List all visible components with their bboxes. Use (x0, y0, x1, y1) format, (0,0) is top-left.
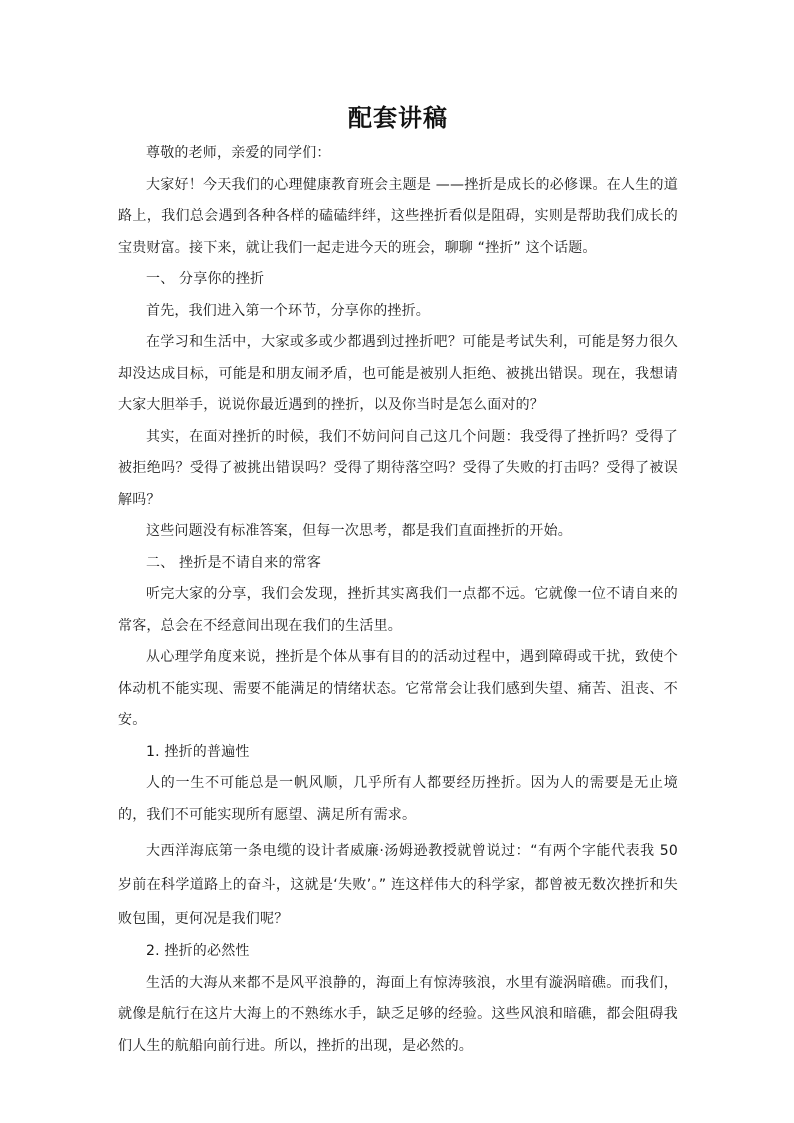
document-body (118, 138, 678, 1062)
paragraph-share-intro: 首先，我们进入第一个环节，分享你的挫折。 (146, 302, 430, 319)
paragraph-share-question: 在学习和生活中，大家或多或少都遇到过挫折吧？可能是考试失利，可能是努力很久却没达成目标，可能是和朋友闹矛盾，也可能是被别人拒绝、被挑出错误。现在，我想请大家大胆举手，说说你最近遇到的挫折，以及你当时是怎么面对的？ (118, 334, 678, 413)
subheading-universality: 1. 挫折的普遍性 (146, 743, 250, 760)
section-heading-2: 二、 挫折是不请自来的常客 (146, 554, 322, 571)
paragraph-uninvited-guest: 听完大家的分享，我们会发现，挫折其实离我们一点都不远。它就像一位不请自来的常客，总会在不经意间出现在我们的生活里。 (118, 586, 678, 634)
document-title: 配套讲稿 (348, 103, 448, 132)
paragraph-inevitability: 生活的大海从来都不是风平浪静的，海面上有惊涛骇浪，水里有漩涡暗礁。而我们，就像是航行在这片大海上的不熟练水手，缺乏足够的经验。这些风浪和暗礁，都会阻碍我们人生的航船向前行进。所以，挫折的出现，是必然的。 (118, 974, 678, 1054)
paragraph-universality: 人的一生不可能总是一帆风顺，几乎所有人都要经历挫折。因为人的需要是无止境的，我们不可能实现所有愿望、满足所有需求。 (118, 775, 678, 823)
section-heading-1: 一、 分享你的挫折 (146, 271, 265, 287)
paragraph-self-questions: 其实，在面对挫折的时候，我们不妨问问自己这几个问题：我受得了挫折吗？受得了被拒绝吗？受得了被挑出错误吗？受得了期待落空吗？受得了失败的打击吗？受得了被误解吗？ (118, 428, 678, 508)
greeting-paragraph: 尊敬的老师，亲爱的同学们： (146, 145, 331, 161)
paragraph-psychology-definition: 从心理学角度来说，挫折是个体从事有目的的活动过程中，遇到障碍或干扰，致使个体动机不能实现、需要不能满足的情绪状态。它常常会让我们感到失望、痛苦、沮丧、不安。 (118, 649, 678, 728)
subheading-inevitability: 2. 挫折的必然性 (146, 943, 250, 959)
intro-paragraph: 大家好！今天我们的心理健康教育班会主题是 ——挫折是成长的必修课。在人生的道路上，我们总会遇到各种各样的磕磕绊绊，这些挫折看似是阻碍，实则是帮助我们成长的宝贵财富。接下来，就让我们一起走进今天的班会，聊聊 “挫折” 这个话题。 (118, 176, 678, 256)
paragraph-thomson-quote: 大西洋海底第一条电缆的设计者威廉·汤姆逊教授就曾说过：“有两个字能代表我 50 岁前在科学道路上的奋斗，这就是‘失败’。” 连这样伟大的科学家，都曾被无数次挫折和失败包围，更何况是我们呢？ (118, 843, 678, 927)
paragraph-no-standard-answer: 这些问题没有标准答案，但每一次思考，都是我们直面挫折的开始。 (146, 523, 572, 539)
